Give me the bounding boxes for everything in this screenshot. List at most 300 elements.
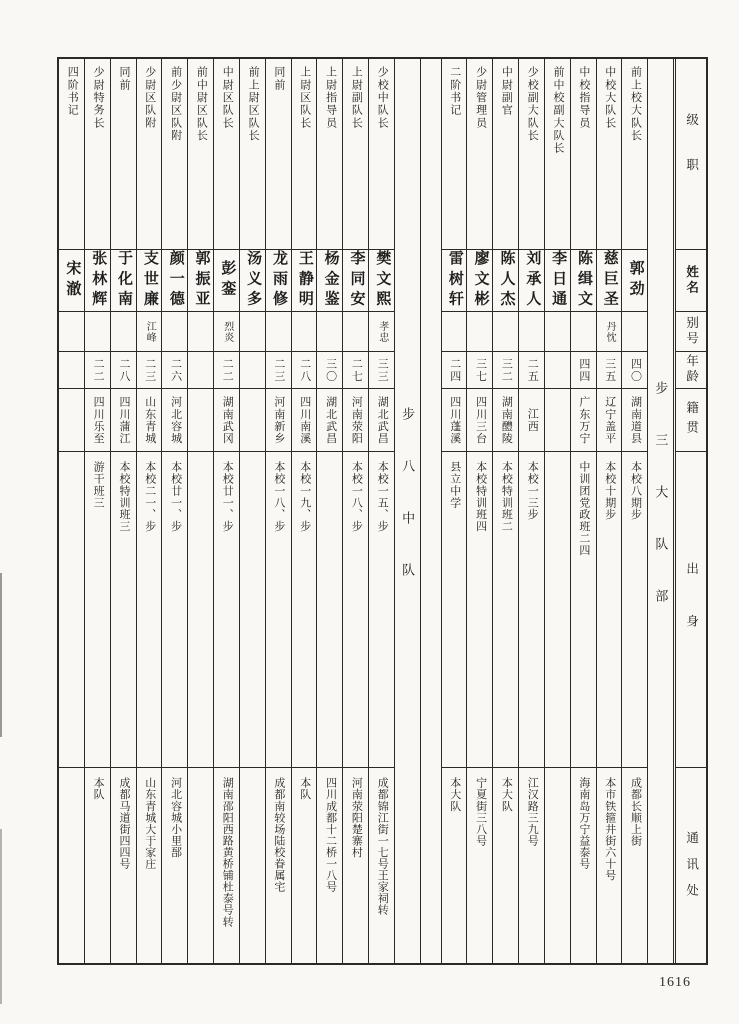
address-text: 本大队 [448, 777, 461, 812]
person-column [544, 59, 570, 963]
address-text: 成都长顺上街 [629, 777, 642, 847]
age-cell [162, 352, 187, 389]
native-place-text: 湖北武昌 [376, 395, 389, 445]
native-place-cell [266, 389, 291, 452]
person-column [570, 59, 596, 963]
rank-cell [240, 59, 265, 250]
rank-text: 少校副大队长 [526, 66, 539, 142]
native-place-cell [597, 389, 622, 452]
alias-cell [467, 312, 492, 352]
native-place-text: 四川蓬溪 [448, 395, 461, 445]
age-cell [188, 352, 213, 389]
name-cell [292, 250, 317, 312]
address-cell [369, 768, 394, 963]
age-cell [493, 352, 518, 389]
address-text: 成都锦江街一七号王家祠转 [376, 777, 389, 916]
address-cell [519, 768, 544, 963]
name-text: 郭振亚 [193, 250, 210, 311]
origin-cell [292, 452, 317, 768]
rank-cell [188, 59, 213, 250]
name-cell [240, 250, 265, 312]
scan-edge-artifact [0, 829, 2, 1003]
age-text: 三二 [500, 357, 513, 383]
origin-text: 游干班三 [92, 461, 105, 509]
name-text: 颜一德 [167, 250, 184, 311]
origin-cell [240, 452, 265, 768]
name-cell [343, 250, 368, 312]
age-text: 二二 [92, 357, 105, 383]
native-place-text: 河南新乡 [272, 395, 285, 445]
origin-text: 本校一三步 [526, 461, 539, 521]
origin-text: 本校八期步 [629, 461, 642, 521]
name-text: 刘承人 [524, 250, 541, 311]
person-column [342, 59, 368, 963]
header-rank-label: 级职 [684, 112, 699, 203]
origin-cell [622, 452, 647, 768]
rank-text: 少尉区队附 [143, 66, 156, 130]
person-column [316, 59, 342, 963]
origin-cell [111, 452, 136, 768]
origin-text: 县立中学 [448, 461, 461, 509]
rank-text: 前上尉区队长 [247, 66, 260, 142]
rank-cell [85, 59, 110, 250]
origin-cell [59, 452, 84, 768]
address-cell [240, 768, 265, 963]
age-cell [317, 352, 342, 389]
rank-cell [493, 59, 518, 250]
origin-text: 本校二一、步 [143, 461, 156, 533]
person-column [441, 59, 467, 963]
rank-cell [137, 59, 162, 250]
rank-text: 前上校大队长 [629, 66, 642, 142]
person-column [136, 59, 162, 963]
rank-cell [545, 59, 570, 250]
alias-cell [59, 312, 84, 352]
origin-text: 本校十期步 [603, 461, 616, 521]
native-place-cell [240, 389, 265, 452]
group-label-column [394, 59, 420, 963]
native-place-cell [317, 389, 342, 452]
address-text: 湖南邵阳西路黄桥铺杜泰号转 [221, 777, 234, 928]
name-text: 雷树轩 [446, 250, 463, 311]
header-alias-label: 别号 [684, 315, 699, 348]
address-cell [467, 768, 492, 963]
name-text: 陈缉文 [575, 250, 592, 311]
alias-cell [597, 312, 622, 352]
name-cell [59, 250, 84, 312]
alias-cell [571, 312, 596, 352]
native-place-cell [442, 389, 467, 452]
name-cell [85, 250, 110, 312]
rank-cell [111, 59, 136, 250]
age-cell [85, 352, 110, 389]
native-place-cell [519, 389, 544, 452]
origin-text: 本校廿一、步 [169, 461, 182, 533]
rank-cell [317, 59, 342, 250]
alias-cell [85, 312, 110, 352]
address-cell [214, 768, 239, 963]
address-cell [292, 768, 317, 963]
native-place-cell [622, 389, 647, 452]
age-text: 二三 [143, 357, 156, 383]
rank-text: 同前 [272, 66, 285, 92]
rank-cell [214, 59, 239, 250]
header-name-label: 姓名 [684, 264, 699, 297]
age-cell [519, 352, 544, 389]
origin-cell [85, 452, 110, 768]
age-text: 四四 [577, 357, 590, 383]
origin-cell [545, 452, 570, 768]
age-cell [571, 352, 596, 389]
row-header-column [673, 59, 706, 963]
age-cell [622, 352, 647, 389]
name-text: 樊文熙 [374, 250, 391, 311]
alias-cell [369, 312, 394, 352]
name-text: 宋澈 [64, 260, 81, 301]
name-cell [188, 250, 213, 312]
address-text: 山东青城大于家庄 [143, 777, 156, 870]
native-place-text: 山东青城 [143, 395, 156, 445]
address-text: 本队 [92, 777, 105, 801]
native-place-cell [571, 389, 596, 452]
header-age [676, 352, 706, 389]
address-cell [111, 768, 136, 963]
alias-cell [266, 312, 291, 352]
rank-cell [442, 59, 467, 250]
address-cell [162, 768, 187, 963]
name-text: 汤义多 [245, 250, 262, 311]
alias-cell [317, 312, 342, 352]
rank-cell [597, 59, 622, 250]
rank-text: 二阶书记 [448, 66, 461, 117]
header-native-label: 籍贯 [684, 400, 699, 440]
page-number: 1616 [659, 975, 691, 990]
header-rank [676, 59, 706, 250]
native-place-text: 湖南武冈 [221, 395, 234, 445]
age-cell [292, 352, 317, 389]
native-place-cell [188, 389, 213, 452]
name-text: 陈人杰 [498, 250, 515, 311]
person-column [59, 59, 84, 963]
name-cell [467, 250, 492, 312]
roster-table [57, 57, 708, 965]
alias-cell [162, 312, 187, 352]
age-text: 二三 [272, 357, 285, 383]
address-cell [85, 768, 110, 963]
alias-cell [292, 312, 317, 352]
name-cell [137, 250, 162, 312]
age-text: 四〇 [629, 357, 642, 383]
person-column [265, 59, 291, 963]
alias-cell [545, 312, 570, 352]
name-cell [442, 250, 467, 312]
age-cell [597, 352, 622, 389]
name-cell [493, 250, 518, 312]
native-place-cell [292, 389, 317, 452]
origin-cell [188, 452, 213, 768]
address-text: 宁夏街三八号 [474, 777, 487, 847]
rank-text: 同前 [117, 66, 130, 92]
header-name [676, 250, 706, 312]
group-spacer-column [420, 59, 441, 963]
age-text: 二八 [117, 357, 130, 383]
group-label: 步八中队 [400, 407, 416, 615]
native-place-text: 四川乐至 [92, 395, 105, 445]
name-cell [266, 250, 291, 312]
name-text: 支世廉 [141, 250, 158, 311]
name-cell [571, 250, 596, 312]
native-place-cell [111, 389, 136, 452]
native-place-cell [343, 389, 368, 452]
native-place-cell [369, 389, 394, 452]
name-cell [317, 250, 342, 312]
native-place-cell [493, 389, 518, 452]
native-place-text: 四川蒲江 [117, 395, 130, 445]
address-text: 海南岛万宁益泰号 [577, 777, 590, 870]
alias-cell [519, 312, 544, 352]
age-cell [343, 352, 368, 389]
person-column [518, 59, 544, 963]
name-cell [214, 250, 239, 312]
person-column [161, 59, 187, 963]
rank-cell [571, 59, 596, 250]
address-text: 河北容城小里郚 [169, 777, 182, 858]
name-text: 李日通 [550, 250, 567, 311]
rank-text: 上尉指导员 [324, 66, 337, 130]
origin-text: 本校特训班四 [474, 461, 487, 533]
address-cell [59, 768, 84, 963]
address-text: 河南荥阳楚寨村 [350, 777, 363, 858]
rank-text: 少校中队长 [376, 66, 389, 130]
age-text: 三五 [603, 357, 616, 383]
alias-text: 丹忱 [604, 320, 616, 343]
rank-text: 中尉区队长 [221, 66, 234, 130]
person-column [213, 59, 239, 963]
address-cell [188, 768, 213, 963]
native-place-text: 河南荥阳 [350, 395, 363, 445]
age-text: 二七 [350, 357, 363, 383]
rank-text: 中校大队长 [603, 66, 616, 130]
native-place-text: 湖南醴陵 [500, 395, 513, 445]
group-label: 步三大队部 [653, 381, 669, 641]
rank-text: 前中校副大队长 [552, 66, 565, 155]
rank-text: 少尉特务长 [92, 66, 105, 130]
age-text: 二二 [221, 357, 234, 383]
alias-cell [343, 312, 368, 352]
alias-cell [137, 312, 162, 352]
age-cell [369, 352, 394, 389]
address-cell [343, 768, 368, 963]
person-column [291, 59, 317, 963]
address-cell [442, 768, 467, 963]
header-alias [676, 312, 706, 352]
rank-text: 上尉副队长 [350, 66, 363, 130]
header-address-label: 通讯处 [684, 830, 699, 910]
header-origin-label: 出身 [684, 561, 699, 667]
age-cell [545, 352, 570, 389]
origin-text: 本校一八、步 [350, 461, 363, 533]
rank-text: 中尉副官 [500, 66, 513, 117]
origin-cell [317, 452, 342, 768]
age-cell [467, 352, 492, 389]
name-text: 于化南 [116, 250, 133, 311]
address-cell [493, 768, 518, 963]
native-place-cell [467, 389, 492, 452]
name-text: 彭銮 [219, 260, 236, 301]
origin-cell [442, 452, 467, 768]
age-text: 三〇 [324, 357, 337, 383]
address-text: 本队 [298, 777, 311, 801]
origin-cell [597, 452, 622, 768]
person-column [110, 59, 136, 963]
address-text: 四川成都十二桥一八号 [324, 777, 337, 893]
age-cell [59, 352, 84, 389]
address-cell [545, 768, 570, 963]
rank-cell [59, 59, 84, 250]
native-place-cell [137, 389, 162, 452]
address-text: 成都南较场陆校眷属宅 [272, 777, 285, 893]
rank-cell [162, 59, 187, 250]
address-text: 成都马道街四四号 [117, 777, 130, 870]
age-text: 二五 [526, 357, 539, 383]
alias-cell [622, 312, 647, 352]
rank-cell [369, 59, 394, 250]
age-text: 三三 [376, 357, 389, 383]
rank-cell [519, 59, 544, 250]
person-column [492, 59, 518, 963]
age-text: 二六 [169, 357, 182, 383]
age-cell [111, 352, 136, 389]
alias-cell [442, 312, 467, 352]
address-cell [597, 768, 622, 963]
native-place-cell [545, 389, 570, 452]
alias-text: 江峰 [144, 320, 156, 343]
header-origin [676, 452, 706, 768]
group-label-column [647, 59, 673, 963]
origin-text: 本校一八、步 [272, 461, 285, 533]
address-text: 本大队 [500, 777, 513, 812]
origin-cell [493, 452, 518, 768]
origin-cell [343, 452, 368, 768]
name-cell [162, 250, 187, 312]
alias-cell [493, 312, 518, 352]
scan-edge-artifact [0, 573, 2, 737]
alias-text: 孝忠 [376, 320, 388, 343]
name-text: 龙雨修 [271, 250, 287, 311]
origin-text: 中训团党政班二四 [577, 461, 590, 557]
age-text: 二四 [448, 357, 461, 383]
age-text: 三七 [474, 357, 487, 383]
name-cell [545, 250, 570, 312]
origin-text: 本校一九、步 [298, 461, 311, 533]
rank-text: 少尉管理员 [474, 66, 487, 130]
origin-text: 本校特训班二 [500, 461, 513, 533]
rank-text: 前少尉区队附 [169, 66, 182, 142]
origin-cell [571, 452, 596, 768]
rank-cell [622, 59, 647, 250]
name-text: 郭劲 [627, 260, 644, 301]
alias-text: 烈炎 [221, 320, 233, 343]
alias-cell [240, 312, 265, 352]
address-cell [317, 768, 342, 963]
native-place-text: 四川三台 [474, 395, 487, 445]
age-cell [442, 352, 467, 389]
person-column [621, 59, 647, 963]
origin-cell [162, 452, 187, 768]
origin-cell [519, 452, 544, 768]
native-place-text: 河北容城 [169, 395, 182, 445]
native-place-cell [59, 389, 84, 452]
name-cell [597, 250, 622, 312]
header-native [676, 389, 706, 452]
origin-cell [214, 452, 239, 768]
address-cell [137, 768, 162, 963]
address-cell [622, 768, 647, 963]
age-cell [137, 352, 162, 389]
name-text: 慈巨圣 [601, 250, 618, 311]
name-text: 张林辉 [90, 250, 107, 311]
name-cell [519, 250, 544, 312]
native-place-cell [85, 389, 110, 452]
person-column [239, 59, 265, 963]
address-cell [571, 768, 596, 963]
name-text: 李同安 [348, 250, 365, 311]
name-cell [369, 250, 394, 312]
alias-cell [111, 312, 136, 352]
person-column [368, 59, 394, 963]
native-place-text: 江西 [526, 407, 539, 433]
rank-text: 四阶书记 [66, 66, 79, 117]
native-place-text: 四川南溪 [298, 395, 311, 445]
name-cell [111, 250, 136, 312]
origin-text: 本校廿一、步 [221, 461, 234, 533]
rank-cell [292, 59, 317, 250]
age-cell [240, 352, 265, 389]
header-age-label: 年龄 [684, 354, 699, 386]
person-column [187, 59, 213, 963]
native-place-text: 广东万宁 [577, 395, 590, 445]
address-text: 本市铁箍井街六十号 [603, 777, 616, 881]
person-column [596, 59, 622, 963]
origin-cell [137, 452, 162, 768]
rank-cell [266, 59, 291, 250]
origin-text: 本校特训班三 [117, 461, 130, 533]
origin-text: 本校一五、步 [376, 461, 389, 533]
age-cell [214, 352, 239, 389]
alias-cell [188, 312, 213, 352]
origin-cell [266, 452, 291, 768]
origin-cell [369, 452, 394, 768]
person-column [84, 59, 110, 963]
rank-cell [467, 59, 492, 250]
address-text: 江汉路三九号 [526, 777, 539, 847]
person-column [466, 59, 492, 963]
name-cell [622, 250, 647, 312]
native-place-text: 湖南道县 [629, 395, 642, 445]
native-place-text: 湖北武昌 [324, 395, 337, 445]
name-text: 廖文彬 [472, 250, 489, 311]
alias-cell [214, 312, 239, 352]
name-text: 杨金鉴 [322, 250, 339, 311]
rank-text: 中校指导员 [577, 66, 590, 130]
header-address [676, 768, 706, 963]
native-place-cell [162, 389, 187, 452]
native-place-cell [214, 389, 239, 452]
rank-text: 前中尉区队长 [195, 66, 208, 142]
age-cell [266, 352, 291, 389]
rank-text: 上尉区队长 [298, 66, 311, 130]
age-text: 二八 [298, 357, 311, 383]
